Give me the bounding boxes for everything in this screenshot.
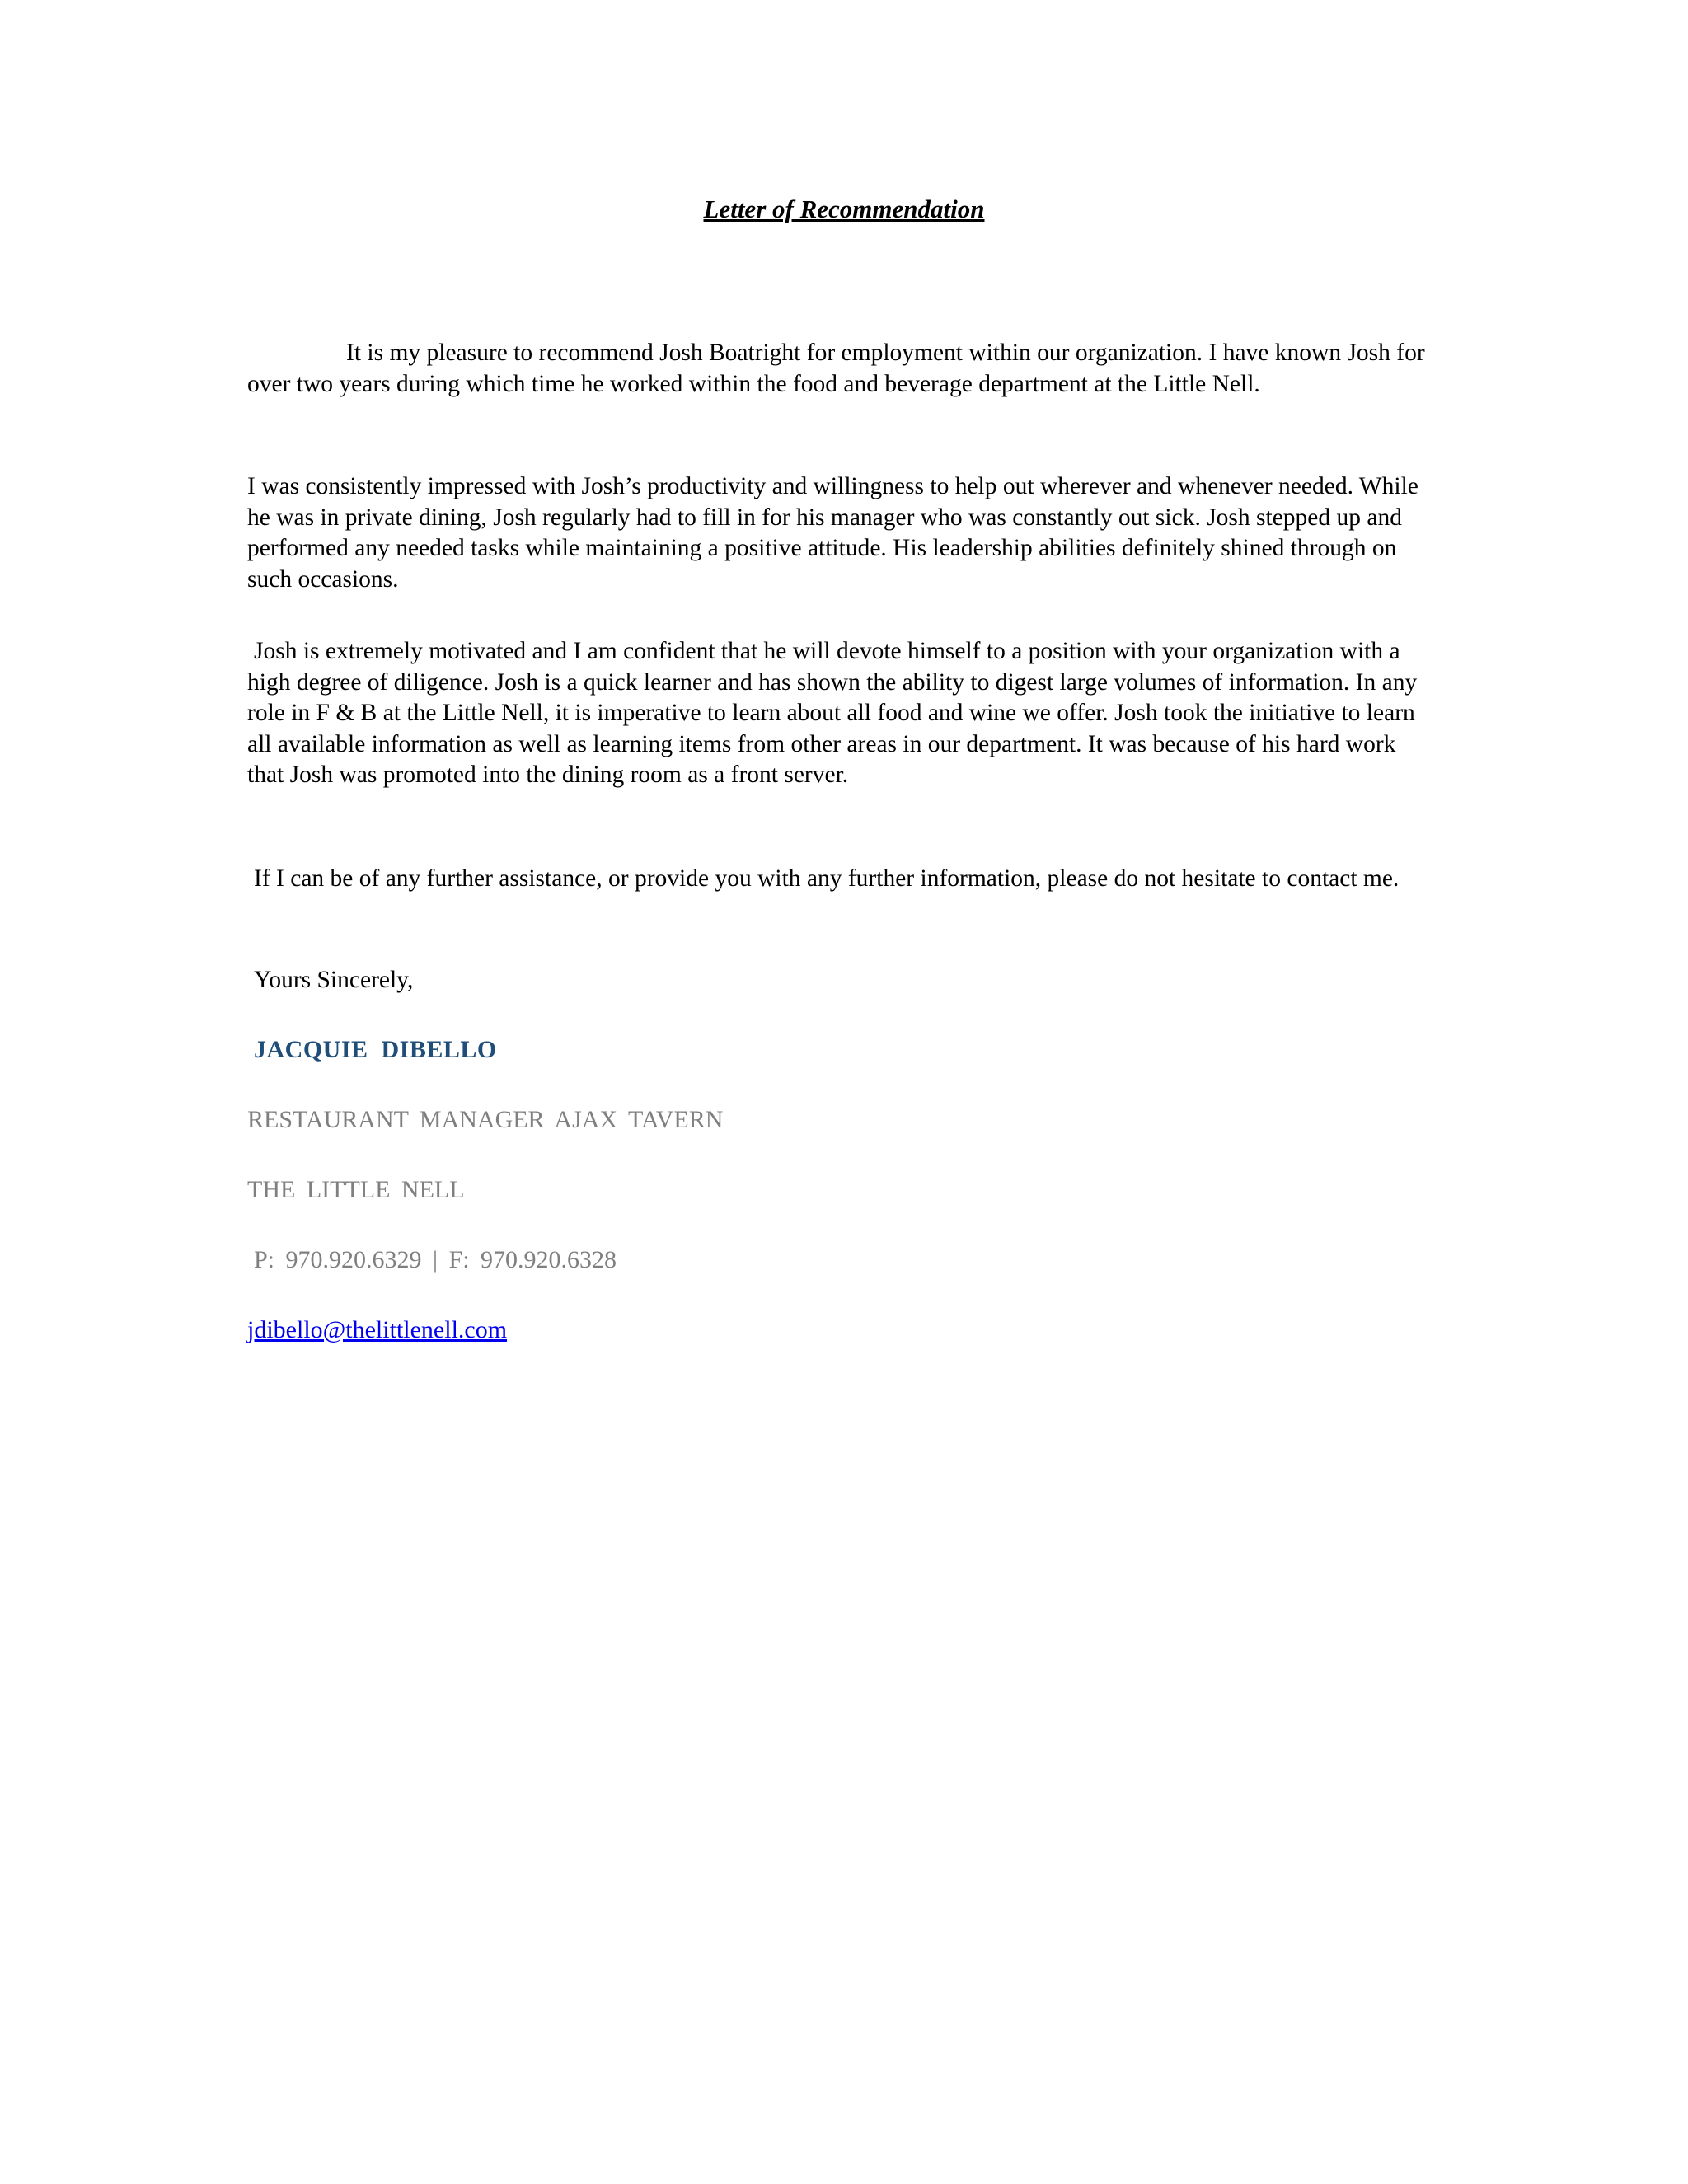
paragraph-text: If I can be of any further assistance, or provide you with any further information, please do not hesitate to contact me. <box>254 865 1400 892</box>
letter-title: Letter of Recommendation <box>703 194 985 223</box>
paragraph-contact <box>247 864 1434 895</box>
paragraph-text: Josh is extremely motivated and I am confident that he will devote himself to a position with your organization with a high degree of diligence. Josh is a quick learner and has shown the ability to digest large volumes of information. In any role in F & B at the Little Nell, it is imperative to learn about all food and wine we offer. Josh took the initiative to learn all available information as well as learning items from other areas in our department. It was because of his hard work that Josh was promoted into the dining room as a front server. <box>247 638 1418 788</box>
closing-salutation: Yours Sincerely, <box>254 967 414 993</box>
paragraph-text: It is my pleasure to recommend Josh Boatright for employment within our organization. I have known Josh for over two years during which time he worked within the food and beverage department at the Little Nell. <box>247 340 1425 397</box>
signature-email-link[interactable]: jdibello@thelittlenell.com <box>247 1316 508 1343</box>
paragraph-productivity <box>247 471 1434 595</box>
paragraph-motivation <box>247 636 1434 791</box>
signature-title: RESTAURANT MANAGER AJAX TAVERN <box>247 1106 724 1133</box>
paragraph-introduction <box>247 338 1434 400</box>
paragraph-text: I was consistently impressed with Josh’s productivity and willingness to help out wherever and whenever needed. While he was in private dining, Josh regularly had to fill in for his manager who was constantly out sick. Josh stepped up and performed any needed tasks while maintaining a positive attitude. His leadership abilities definitely shined through on such occasions. <box>247 473 1418 593</box>
signature-organization: THE LITTLE NELL <box>247 1176 465 1203</box>
signature-name: JACQUIE DIBELLO <box>254 1036 497 1063</box>
signature-phone: P: 970.920.6329 | F: 970.920.6328 <box>254 1246 617 1273</box>
